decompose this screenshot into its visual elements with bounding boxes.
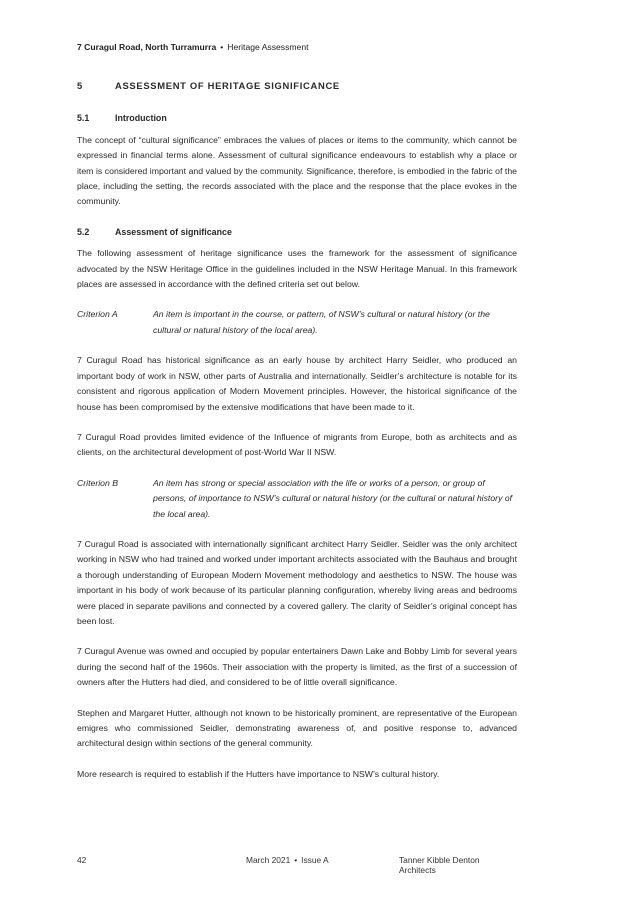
footer-organisation: Tanner Kibble Denton Architects: [399, 855, 480, 875]
main-content: [77, 78, 517, 797]
section-number: 5: [77, 80, 83, 91]
criterion-text: An item is important in the course, or pattern, of NSW’s cultural or natural history (or the cultural or natural history of the local area).: [153, 309, 490, 335]
criterion-text: An item has strong or special association with the life or works of a person, or group of persons, of importance to NSW’s cultural or natural history (or the cultural or natural history of the local area).: [153, 477, 513, 519]
footer-date: March 2021: [246, 855, 291, 865]
criterion-label: Criterion A: [77, 309, 118, 320]
footer-issue: Issue A: [301, 855, 329, 865]
section-title: ASSESSMENT OF HERITAGE SIGNIFICANCE: [115, 80, 340, 91]
body-paragraph: Stephen and Margaret Hutter, although not known to be historically prominent, are representative of the European emigres who commissioned Seidler, demonstrating awareness of, and positive response to, advanced architectural design within sections of the general community.: [77, 707, 517, 749]
body-paragraph: 7 Curagul Road is associated with internationally significant architect Harry Seidler. Seidler was the only architect working in NSW who had trained and worked under important architects associated with the Bauhaus and brought a thorough understanding of European Modern Movement methodology and aesthetics to NSW. The house was important in his body of work because of its particular planning configuration, whereby living areas and bedrooms were placed in separate pavilions and connected by a covered gallery. The clarity of Seidler’s original concept has been lost.: [77, 538, 517, 626]
header-subtitle: Heritage Assessment: [227, 42, 309, 52]
footer-date-issue: [246, 855, 329, 865]
body-paragraph: 7 Curagul Road provides limited evidence of the Influence of migrants from Europe, both as architects and as clients, on the architectural development of post-World War II NSW.: [77, 431, 517, 458]
page-number: 42: [77, 855, 87, 865]
bullet-separator: •: [220, 42, 224, 52]
subsection-number: 5.1: [77, 113, 90, 124]
running-header: [77, 42, 309, 52]
body-paragraph: 7 Curagul Avenue was owned and occupied by popular entertainers Dawn Lake and Bobby Limb for several years during the second half of the 1960s. Their association with the property is limited, as the first of a succession of owners after the Hutters had died, and considered to be of little overall significance.: [77, 646, 517, 688]
header-title: 7 Curagul Road, North Turramurra: [77, 42, 217, 52]
subsection-title: Assessment of significance: [115, 226, 232, 237]
criterion-label: Criterion B: [77, 477, 119, 488]
body-paragraph: More research is required to establish if the Hutters have importance to NSW’s cultural history.: [77, 768, 440, 779]
criterion-b: [77, 476, 517, 522]
criterion-a: [77, 307, 517, 338]
subsection-number: 5.2: [77, 226, 90, 237]
introduction-paragraph: The concept of “cultural significance” embraces the values of places or items to the community, which cannot be expressed in financial terms alone. Assessment of cultural significance endeavours to establish why a place or item is considered important and valued by the community. Significance, therefore, is embodied in the fabric of the place, including the setting, the records associated with the place and the response that the place evokes in the community.: [77, 134, 517, 207]
subsection-heading-introduction: [77, 111, 517, 126]
section-heading: [77, 78, 517, 93]
subsection-title: Introduction: [115, 113, 167, 124]
assessment-paragraph: The following assessment of heritage significance uses the framework for the assessment of significance advocated by the NSW Heritage Office in the guidelines included in the NSW Heritage Manual. In this framework places are assessed in accordance with the defined criteria set out below.: [77, 248, 517, 290]
subsection-heading-assessment: [77, 225, 517, 240]
body-paragraph: 7 Curagul Road has historical significance as an early house by architect Harry Seidler, who produced an important body of work in NSW, other parts of Australia and internationally. Seidler’s architecture is notable for its consistent and rigorous application of Modern Movement principles. However, the historical significance of the house has been compromised by the extensive modifications that have been made to it.: [77, 355, 517, 412]
bullet-separator: •: [294, 855, 298, 865]
